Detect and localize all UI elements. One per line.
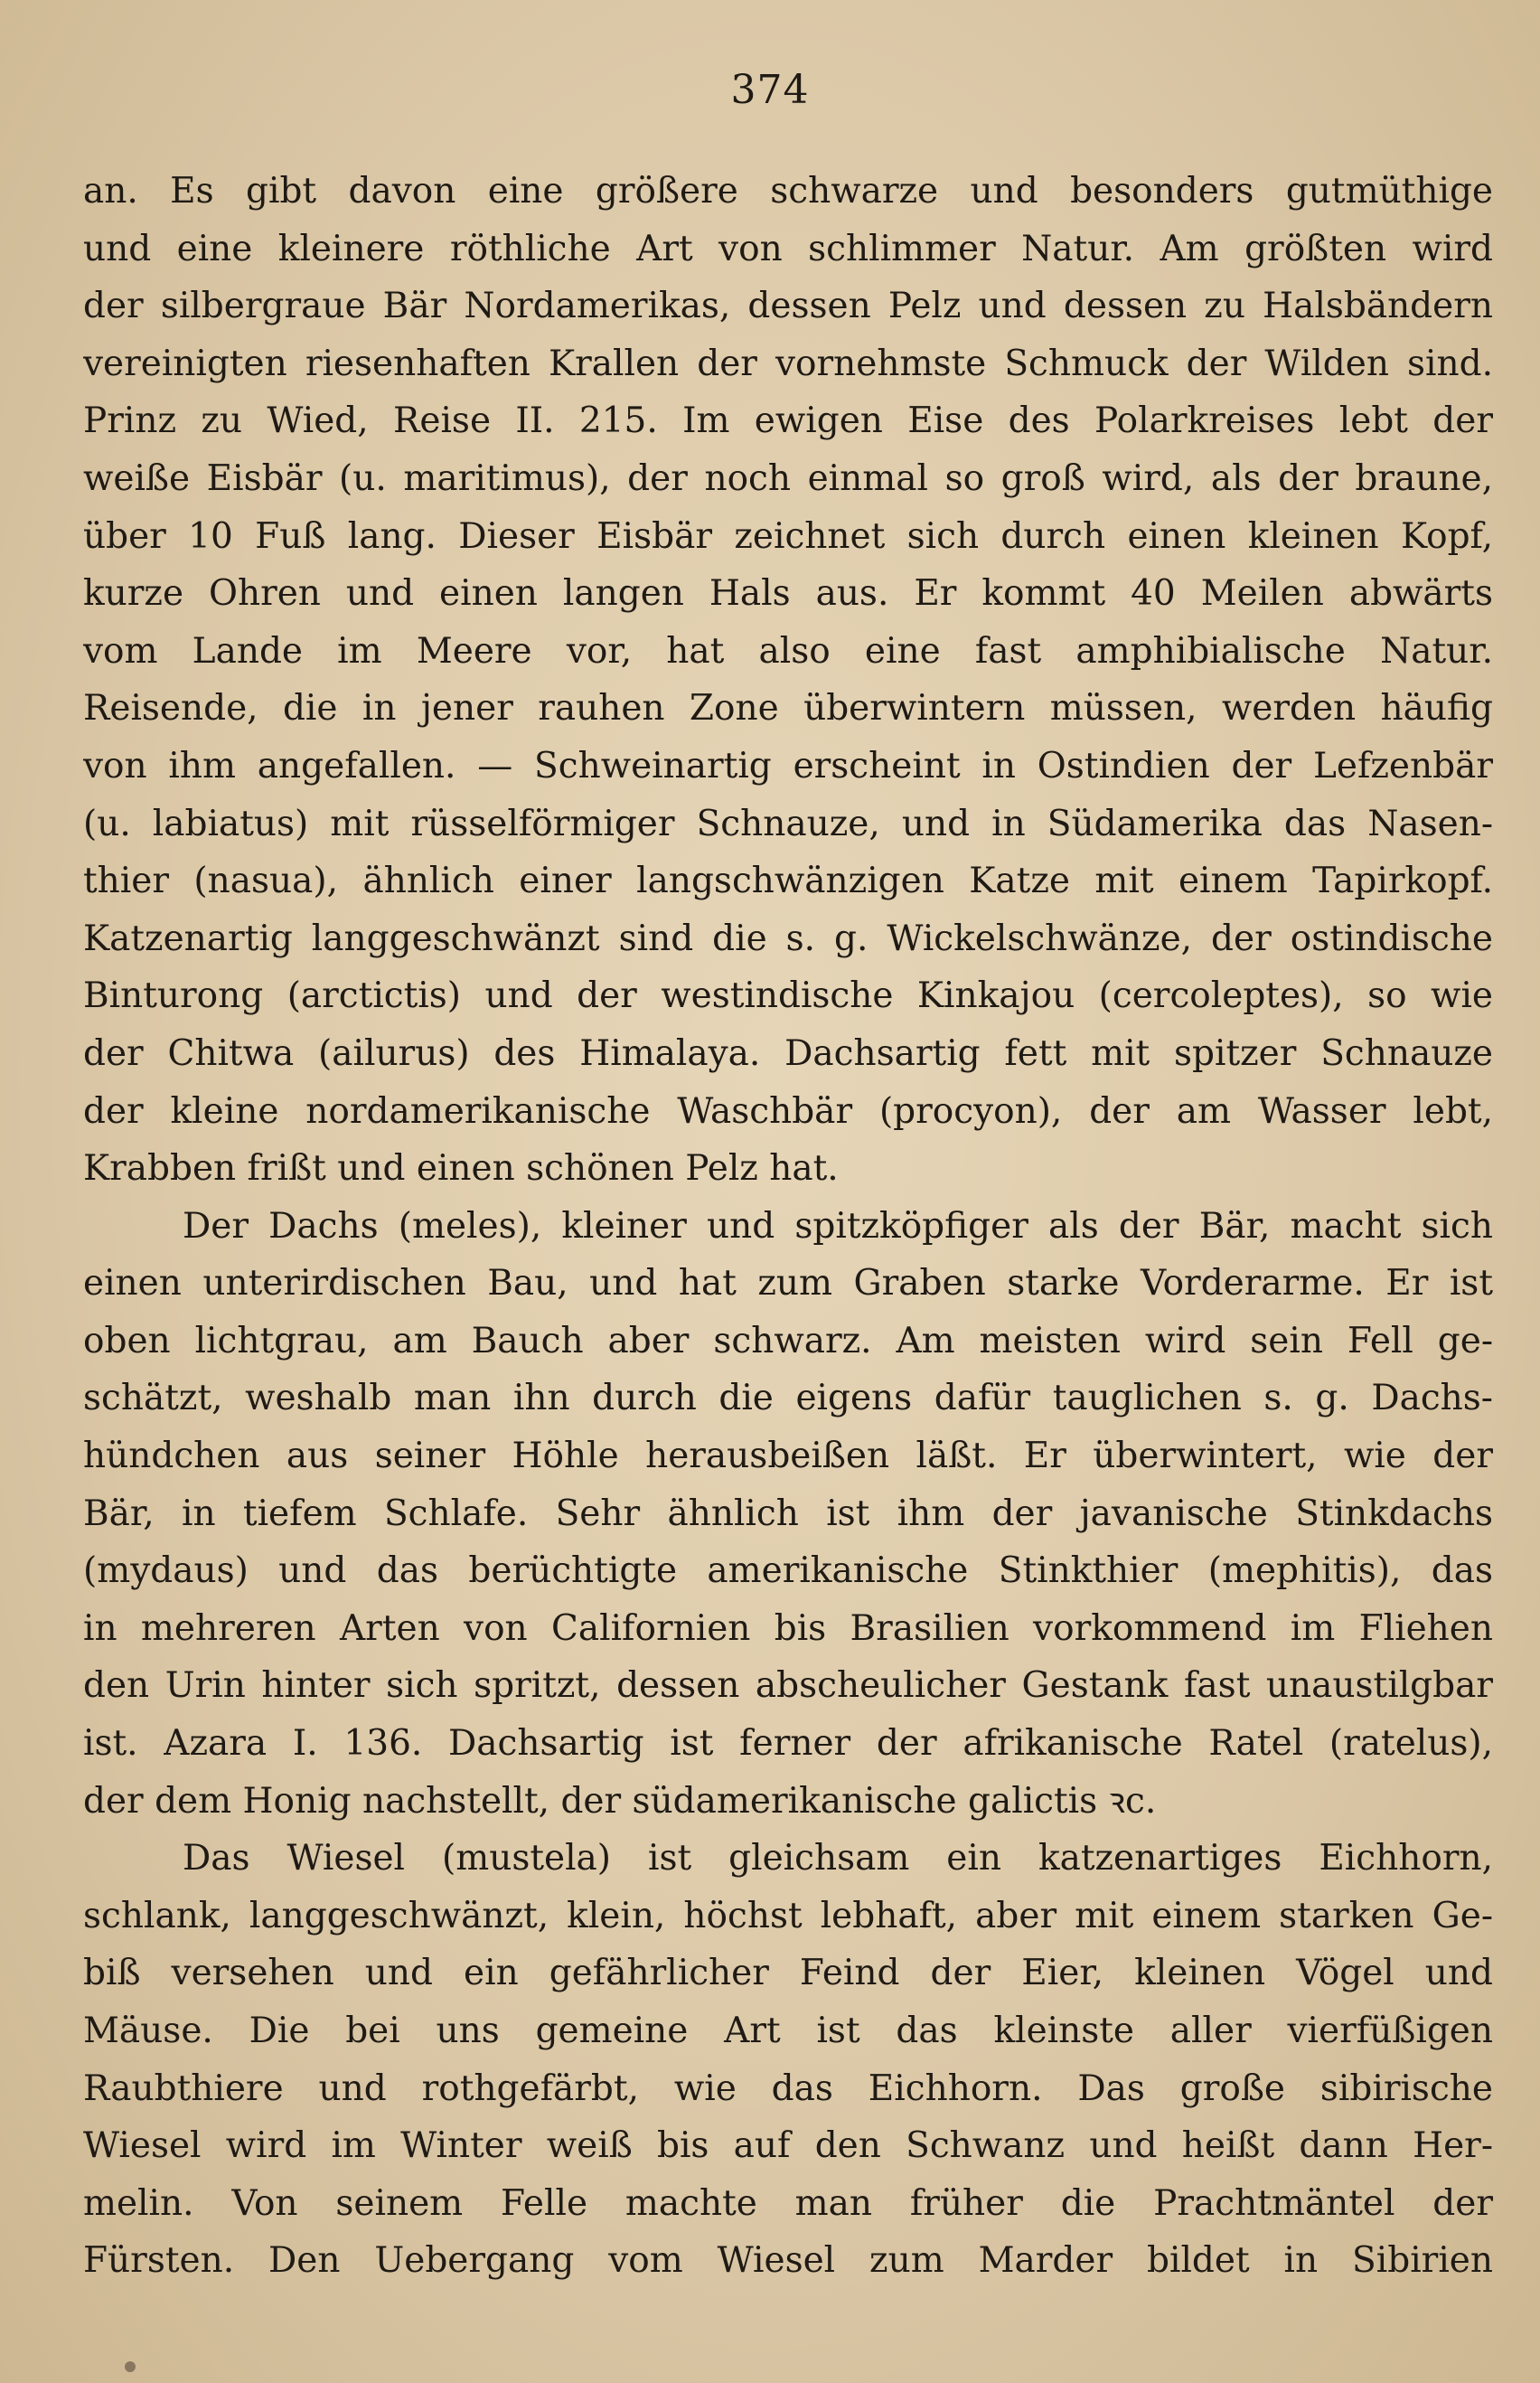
text-line: biß versehen und ein gefährlicher Feind der Eier, kleinen Vögel und xyxy=(83,1953,1493,1994)
text-line: Binturong (arctictis) und der westindische Kinkajou (cercoleptes), so wie xyxy=(83,975,1493,1017)
text-line: Prinz zu Wied, Reise II. 215. Im ewigen Eise des Polarkreises lebt der xyxy=(83,400,1493,442)
text-line: Katzenartig langgeschwänzt sind die s. g. Wickelschwänze, der ostindische xyxy=(83,918,1493,959)
text-line: melin. Von seinem Felle machte man früher die Prachtmäntel der xyxy=(83,2182,1493,2224)
text-line: kurze Ohren und einen langen Hals aus. Er kommt 40 Meilen abwärts xyxy=(83,573,1493,615)
paragraph-weasel xyxy=(83,1830,1493,2290)
text-line: Mäuse. Die bei uns gemeine Art ist das kleinste aller vierfüßigen xyxy=(83,2011,1493,2051)
text-line: (u. labiatus) mit rüsselförmiger Schnauze, und in Südamerika das Nasen- xyxy=(83,803,1493,844)
ink-spot xyxy=(125,2361,136,2372)
text-line: ist. Azara I. 136. Dachsartig ist ferner der afrikanische Ratel (ratelus), xyxy=(83,1723,1493,1765)
text-line: Fürsten. Den Uebergang vom Wiesel zum Marder bildet in Sibirien xyxy=(83,2240,1493,2282)
text-line: hündchen aus seiner Höhle herausbeißen läßt. Er überwintert, wie der xyxy=(83,1436,1493,1477)
text-line: Krabben frißt und einen schönen Pelz hat. xyxy=(83,1148,839,1190)
text-line: der silbergraue Bär Nordamerikas, dessen Pelz und dessen zu Halsbändern xyxy=(83,286,1493,327)
body-text xyxy=(83,163,1493,2290)
text-line: den Urin hinter sich spritzt, dessen abscheulicher Gestank fast unaustilgbar xyxy=(83,1665,1493,1707)
text-line: vereinigten riesenhaften Krallen der vornehmste Schmuck der Wilden sind. xyxy=(83,343,1493,384)
text-line: thier (nasua), ähnlich einer langschwänzigen Katze mit einem Tapirkopf. xyxy=(83,861,1493,902)
text-line: vom Lande im Meere vor, hat also eine fast amphibialische Natur. xyxy=(83,630,1493,672)
text-line: Wiesel wird im Winter weiß bis auf den Schwanz und heißt dann Her- xyxy=(83,2125,1493,2167)
text-line: Bär, in tiefem Schlafe. Sehr ähnlich ist ihm der javanische Stinkdachs xyxy=(83,1493,1493,1534)
text-line: einen unterirdischen Bau, und hat zum Graben starke Vorderarme. Er ist xyxy=(83,1263,1493,1305)
paragraph-bears xyxy=(83,163,1493,1198)
text-line: über 10 Fuß lang. Dieser Eisbär zeichnet sich durch einen kleinen Kopf, xyxy=(83,515,1493,557)
text-line: der kleine nordamerikanische Waschbär (procyon), der am Wasser lebt, xyxy=(83,1090,1493,1132)
text-line: Reisende, die in jener rauhen Zone überwintern müssen, werden häufig xyxy=(83,688,1493,730)
text-line: schätzt, weshalb man ihn durch die eigens dafür tauglichen s. g. Dachs- xyxy=(83,1378,1493,1419)
text-line: Raubthiere und rothgefärbt, wie das Eichhorn. Das große sibirische xyxy=(83,2067,1493,2109)
text-line: Der Dachs (meles), kleiner und spitzköpfiger als der Bär, macht sich xyxy=(183,1205,1493,1247)
text-line: der Chitwa (ailurus) des Himalaya. Dachsartig fett mit spitzer Schnauze xyxy=(83,1032,1493,1074)
text-line: weiße Eisbär (u. maritimus), der noch einmal so groß wird, als der braune, xyxy=(83,457,1493,499)
text-line: Das Wiesel (mustela) ist gleichsam ein katzenartiges Eichhorn, xyxy=(183,1838,1493,1879)
paragraph-badger xyxy=(83,1198,1493,1831)
text-line: von ihm angefallen. — Schweinartig erscheint in Ostindien der Lefzenbär xyxy=(83,745,1493,786)
text-line: oben lichtgrau, am Bauch aber schwarz. Am meisten wird sein Fell ge- xyxy=(83,1320,1493,1361)
text-line: und eine kleinere röthliche Art von schlimmer Natur. Am größten wird xyxy=(83,228,1493,269)
text-line: der dem Honig nachstellt, der südamerikanische galictis ꝛc. xyxy=(83,1780,1157,1822)
page-number: 374 xyxy=(730,67,810,113)
text-line: in mehreren Arten von Californien bis Brasilien vorkommend im Fliehen xyxy=(83,1607,1493,1649)
text-line: an. Es gibt davon eine größere schwarze und besonders gutmüthige xyxy=(83,171,1493,212)
text-line: (mydaus) und das berüchtigte amerikanische Stinkthier (mephitis), das xyxy=(83,1550,1493,1592)
text-line: schlank, langgeschwänzt, klein, höchst lebhaft, aber mit einem starken Ge- xyxy=(83,1895,1493,1936)
